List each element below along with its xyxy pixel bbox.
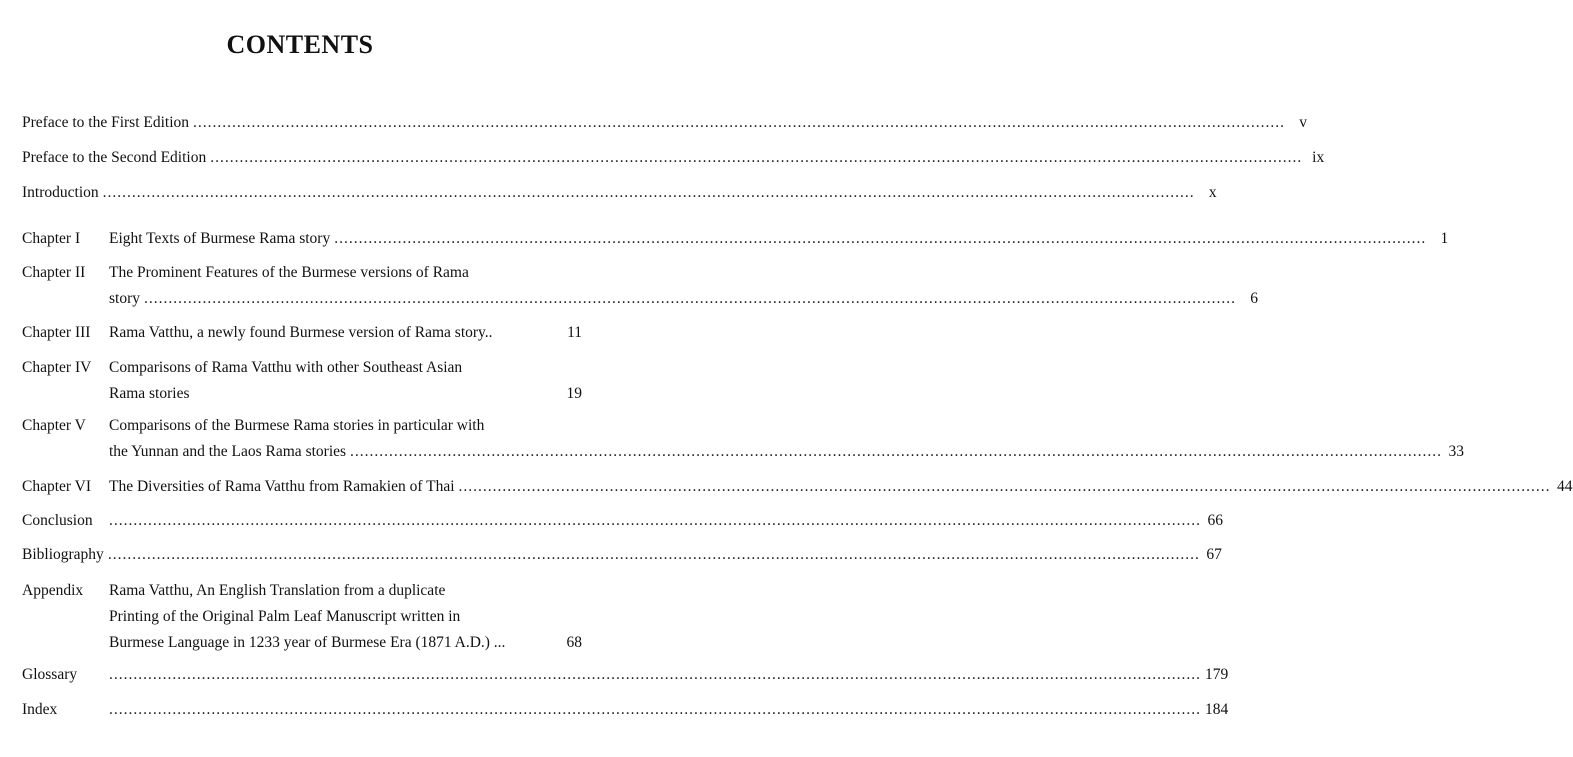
- toc-entry-title: Rama Vatthu, a newly found Burmese version of Rama story..: [109, 324, 493, 341]
- dot-leader: [108, 542, 1200, 568]
- toc-entry-preface-first[interactable]: [22, 110, 1308, 136]
- toc-page-number: 44: [1557, 478, 1573, 495]
- toc-entry-title: Eight Texts of Burmese Rama story: [109, 230, 331, 247]
- toc-entry-appendix[interactable]: [22, 578, 582, 656]
- toc-entry-title: Comparisons of Rama Vatthu with other Southeast Asian: [109, 359, 463, 376]
- toc-entry-title: Preface to the First Edition: [22, 114, 190, 131]
- toc-page-number: 66: [1207, 512, 1223, 529]
- dot-leader: [109, 508, 1201, 534]
- toc-page-number: 179: [1205, 666, 1229, 683]
- toc-entry-title: Comparisons of the Burmese Rama stories in particular with: [109, 417, 485, 434]
- toc-entry-chapter-1[interactable]: [22, 226, 1449, 252]
- dot-leader: [350, 439, 1442, 465]
- toc-chapter-label: Chapter II: [22, 264, 86, 281]
- toc-entry-title: Introduction: [22, 184, 99, 201]
- toc-page-number: 184: [1205, 701, 1229, 718]
- toc-chapter-label: Chapter III: [22, 324, 91, 341]
- toc-entry-title: The Diversities of Rama Vatthu from Ramakien of Thai: [109, 478, 455, 495]
- toc-entry-title: Bibliography: [22, 546, 104, 563]
- toc-entry-chapter-2[interactable]: [22, 260, 1258, 312]
- toc-entry-title-continued: Rama stories: [109, 385, 190, 402]
- toc-chapter-label: Chapter IV: [22, 359, 92, 376]
- toc-page-number: 33: [1448, 443, 1465, 460]
- toc-entry-title: Glossary: [22, 666, 78, 683]
- toc-entry-title-continued: story: [109, 290, 140, 307]
- dot-leader: [103, 180, 1195, 206]
- toc-page-number: 68: [566, 634, 582, 651]
- toc-entry-conclusion[interactable]: [22, 508, 1223, 534]
- toc-page-number: 1: [1440, 230, 1449, 247]
- toc-chapter-label: Chapter VI: [22, 478, 92, 495]
- toc-chapter-label: Chapter I: [22, 230, 81, 247]
- toc-page-number: 11: [567, 324, 582, 341]
- toc-page-number: 6: [1250, 290, 1258, 307]
- dot-leader: [210, 145, 1302, 171]
- dot-leader: [144, 286, 1236, 312]
- dot-leader: [334, 226, 1426, 252]
- dot-leader: [109, 662, 1201, 688]
- toc-entry-introduction[interactable]: [22, 180, 1217, 206]
- toc-entry-preface-second[interactable]: [22, 145, 1325, 171]
- toc-entry-chapter-3[interactable]: [22, 320, 582, 346]
- toc-entry-title-continued: the Yunnan and the Laos Rama stories: [109, 443, 347, 460]
- page-title: CONTENTS: [226, 30, 374, 59]
- toc-page-number: v: [1299, 114, 1308, 131]
- toc-entry-title: Index: [22, 701, 58, 718]
- toc-entry-chapter-4[interactable]: [22, 355, 582, 407]
- toc-entry-bibliography[interactable]: [22, 542, 1222, 568]
- toc-page-number: ix: [1312, 149, 1325, 166]
- toc-entry-title: Conclusion: [22, 512, 93, 529]
- toc-entry-title: Preface to the Second Edition: [22, 149, 207, 166]
- toc-entry-chapter-5[interactable]: [22, 413, 1465, 465]
- toc-entry-title: Rama Vatthu, An English Translation from a duplicate: [109, 582, 446, 599]
- toc-chapter-label: Chapter V: [22, 417, 86, 434]
- toc-entry-title-continued: Printing of the Original Palm Leaf Manuscript written in: [109, 608, 461, 625]
- toc-entry-chapter-6[interactable]: [22, 474, 1573, 500]
- dot-leader: [193, 110, 1285, 136]
- dot-leader: [459, 474, 1551, 500]
- toc-page-number: 67: [1206, 546, 1222, 563]
- toc-chapter-label: Appendix: [22, 582, 84, 599]
- toc-page-number: 19: [566, 385, 582, 402]
- toc-entry-title-continued: Burmese Language in 1233 year of Burmese Era (1871 A.D.) ...: [109, 634, 506, 651]
- toc-entry-index[interactable]: [22, 697, 1229, 723]
- toc-page-number: x: [1208, 184, 1217, 201]
- dot-leader: [109, 697, 1201, 723]
- toc-entry-title: The Prominent Features of the Burmese versions of Rama: [109, 264, 469, 281]
- toc-entry-glossary[interactable]: [22, 662, 1229, 688]
